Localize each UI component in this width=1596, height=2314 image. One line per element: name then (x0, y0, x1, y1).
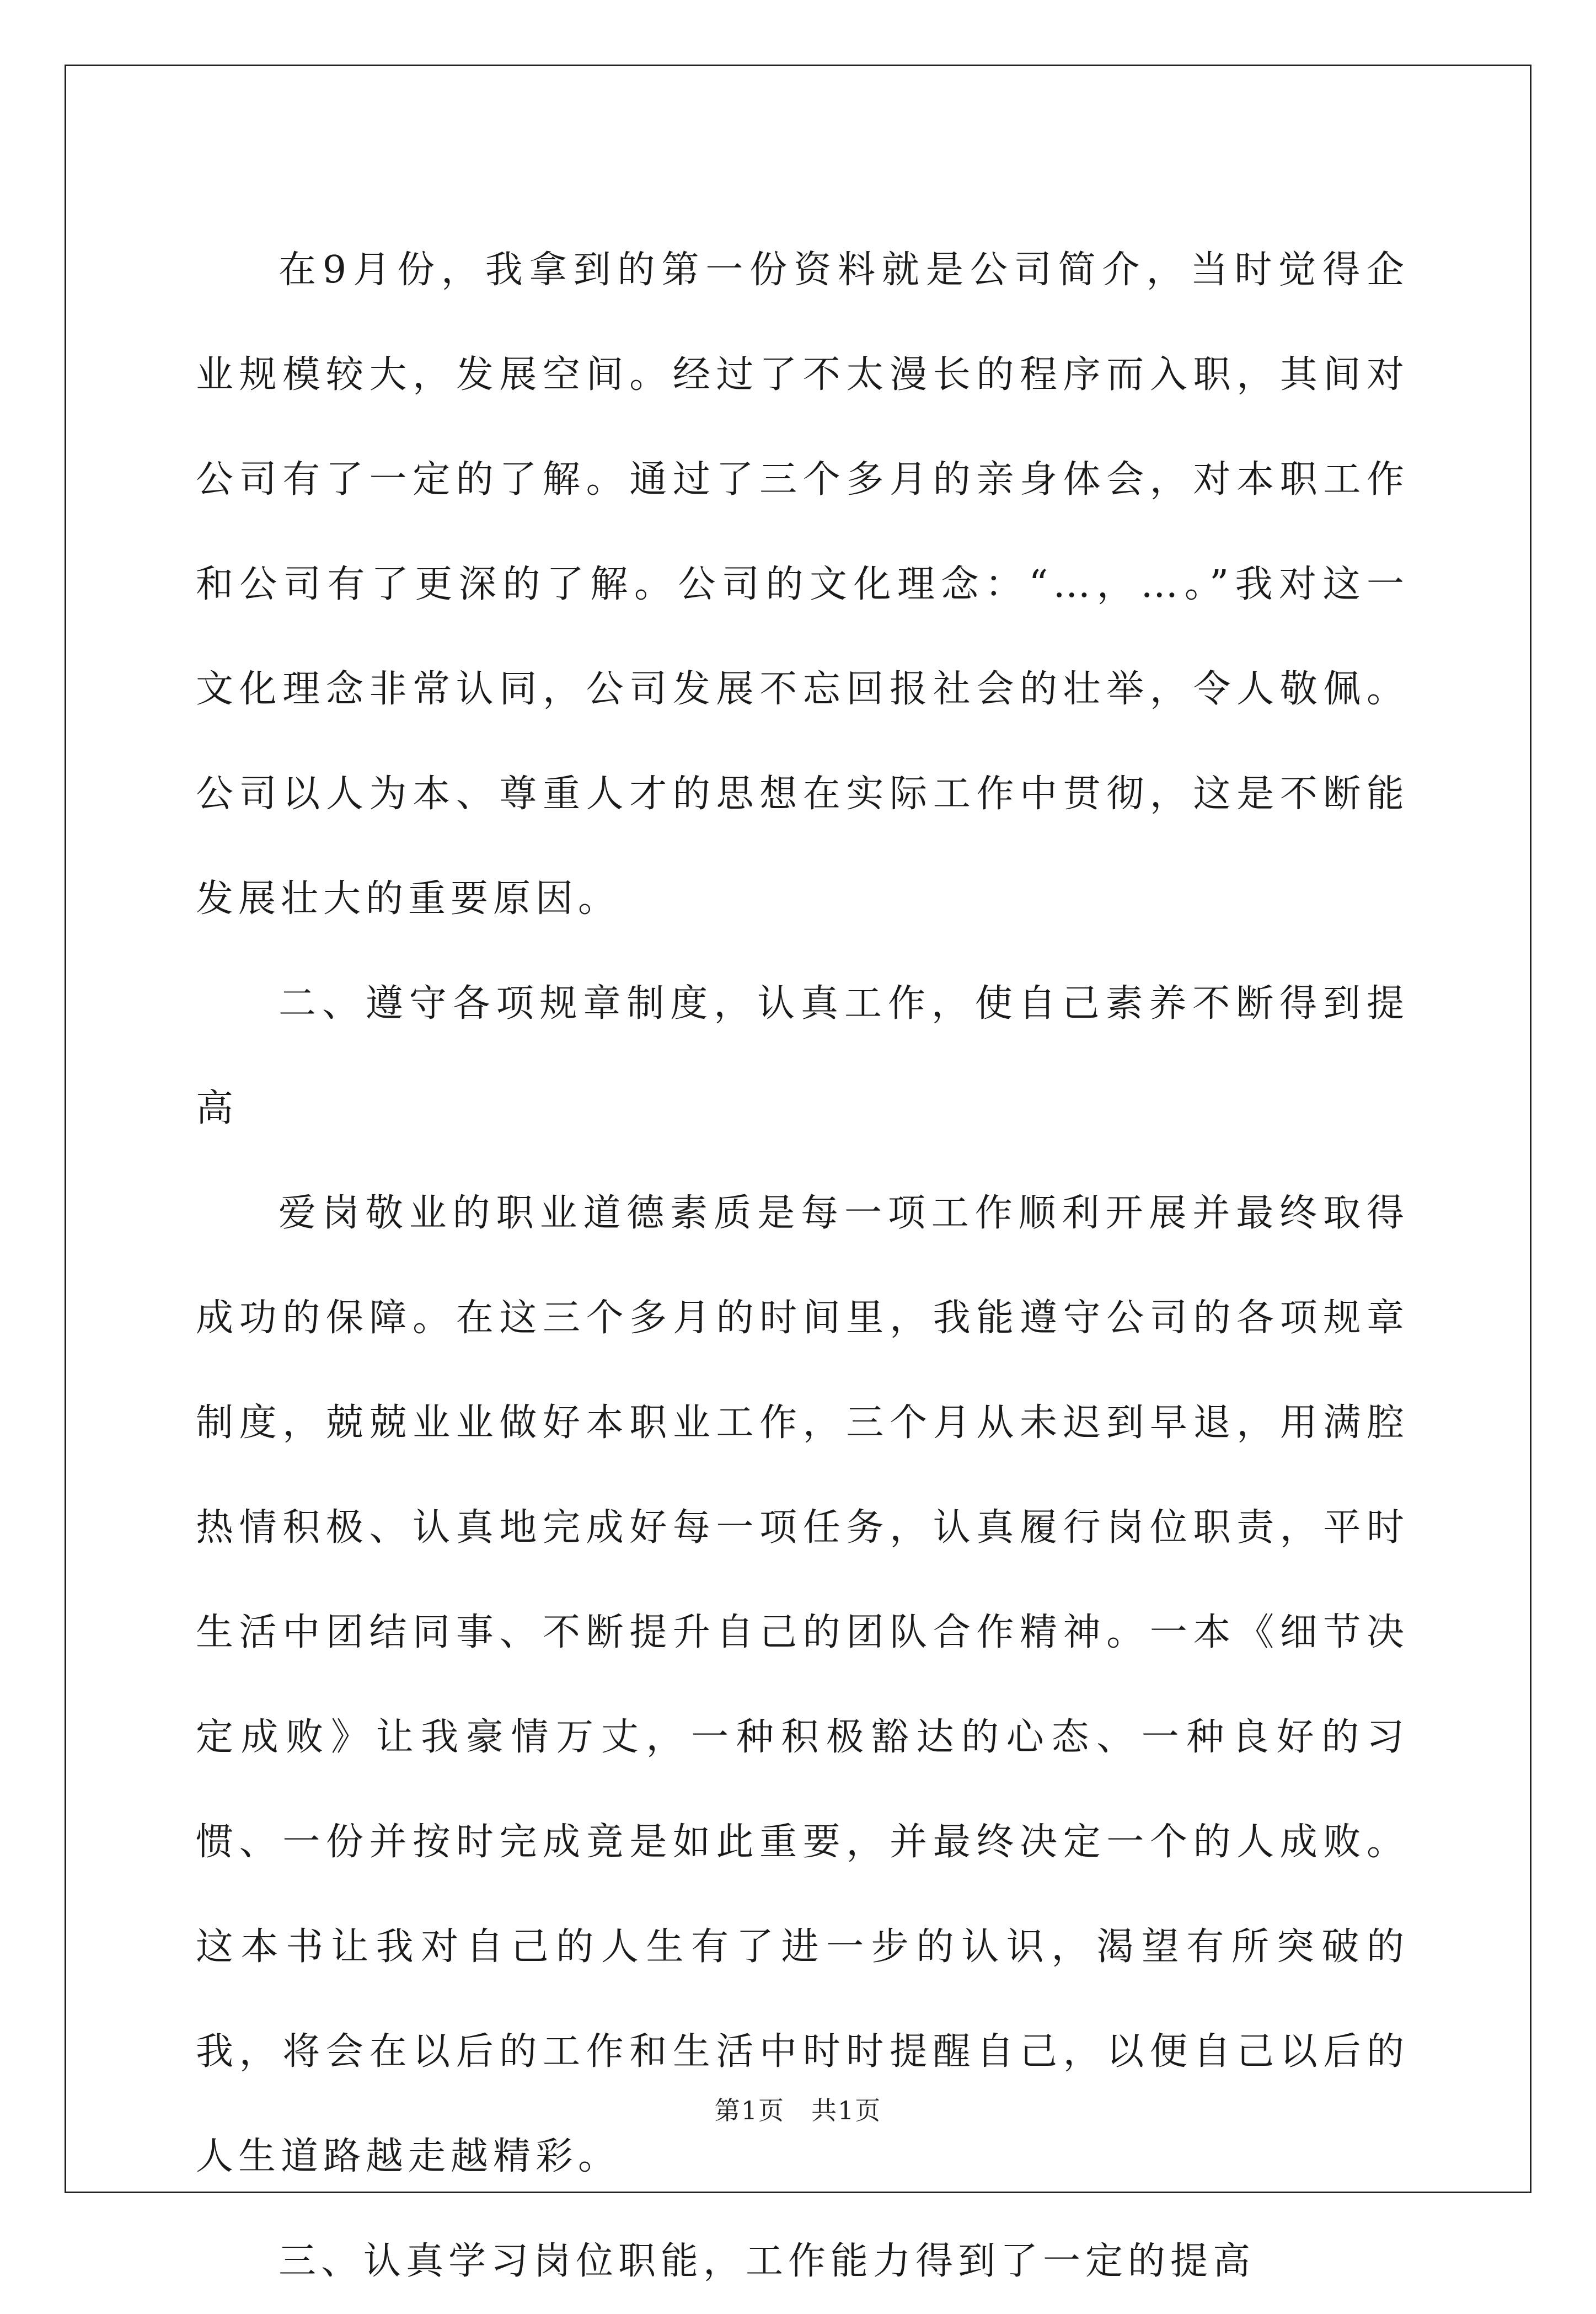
page-footer: 第1页 共1页 (714, 2096, 882, 2125)
section-heading-2: 二、遵守各项规章制度，认真工作，使自己素养不断得到提高 (196, 982, 1409, 1130)
paragraph-work-ethic: 爱岗敬业的职业道德素质是每一项工作顺利开展并最终取得成功的保障。在这三个多月的时间里，我能遵守公司的各项规章制度，兢兢业业做好本职业工作，三个月从未迟到早退，用满腔热情积极、认真地完成好每一项任务，认真履行岗位职责，平时生活中团结同事、不断提升自己的团队合作精神。一本《细节决定成败》让我豪情万丈，一种积极豁达的心态、一种良好的习惯、一份并按时完成竟是如此重要，并最终决定一个的人成败。这本书让我对自己的人生有了进一步的认识，渴望有所突破的我，将会在以后的工作和生活中时时提醒自己，以便自己以后的人生道路越走越精彩。 (196, 1191, 1409, 2178)
document-body (196, 218, 1409, 2314)
section-heading-3: 三、认真学习岗位职能，工作能力得到了一定的提高 (279, 2240, 1256, 2283)
paragraph-company-intro: 在9月份，我拿到的第一份资料就是公司简介，当时觉得企业规模较大，发展空间。经过了不太漫长的程序而入职，其间对公司有了一定的了解。通过了三个多月的亲身体会，对本职工作和公司有了更深的了解。公司的文化理念：“…，…。”我对这一文化理念非常认同，公司发展不忘回报社会的壮举，令人敬佩。公司以人为本、尊重人才的思想在实际工作中贯彻，这是不断能发展壮大的重要原因。 (196, 248, 1409, 921)
